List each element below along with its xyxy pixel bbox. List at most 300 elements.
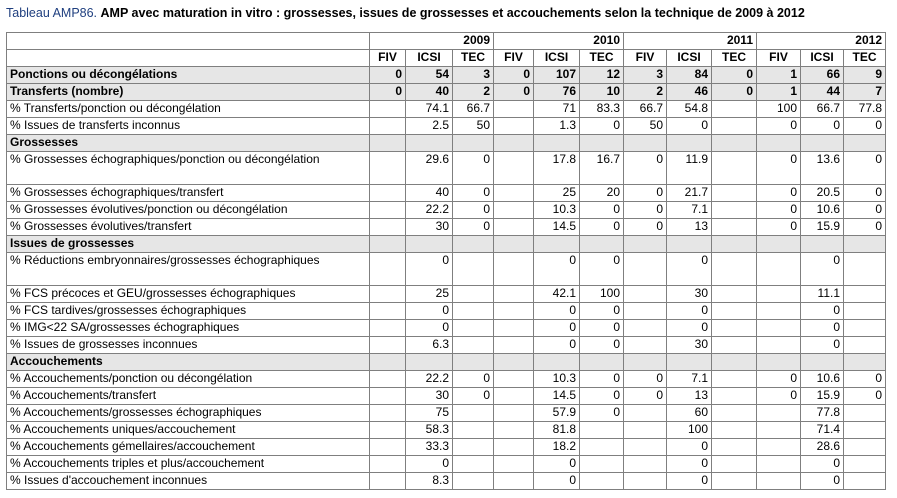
value-cell: 25 xyxy=(406,286,453,303)
value-cell: 0 xyxy=(844,388,886,405)
value-cell: 0 xyxy=(494,84,534,101)
value-cell xyxy=(453,473,494,490)
value-cell: 0 xyxy=(757,388,801,405)
value-cell: 81.8 xyxy=(534,422,580,439)
value-cell: 0 xyxy=(667,303,712,320)
value-cell: 0 xyxy=(844,118,886,135)
value-cell xyxy=(453,337,494,354)
value-cell: 75 xyxy=(406,405,453,422)
value-cell xyxy=(624,253,667,286)
section-empty-cell xyxy=(406,354,453,371)
value-cell: 107 xyxy=(534,67,580,84)
value-cell: 10.3 xyxy=(534,202,580,219)
section-empty-cell xyxy=(757,354,801,371)
value-cell: 0 xyxy=(406,456,453,473)
value-cell: 0 xyxy=(406,320,453,337)
technique-header-fiv: FIV xyxy=(494,50,534,67)
section-empty-cell xyxy=(801,135,844,152)
value-cell: 0 xyxy=(712,67,757,84)
value-cell: 0 xyxy=(453,371,494,388)
value-cell: 0 xyxy=(801,303,844,320)
table-row xyxy=(7,185,886,202)
value-cell: 50 xyxy=(624,118,667,135)
value-cell xyxy=(624,422,667,439)
value-cell: 0 xyxy=(844,152,886,185)
value-cell: 18.2 xyxy=(534,439,580,456)
value-cell xyxy=(624,286,667,303)
value-cell: 0 xyxy=(370,84,406,101)
value-cell xyxy=(453,286,494,303)
technique-header-icsi: ICSI xyxy=(667,50,712,67)
value-cell: 66 xyxy=(801,67,844,84)
value-cell: 0 xyxy=(801,320,844,337)
year-header-row xyxy=(7,33,886,50)
value-cell xyxy=(494,388,534,405)
value-cell: 14.5 xyxy=(534,219,580,236)
value-cell xyxy=(494,473,534,490)
value-cell: 0 xyxy=(667,456,712,473)
table-row xyxy=(7,337,886,354)
row-label: % Issues d'accouchement inconnues xyxy=(7,473,370,490)
value-cell xyxy=(453,439,494,456)
value-cell xyxy=(844,337,886,354)
value-cell: 0 xyxy=(624,388,667,405)
amp-table xyxy=(6,32,886,490)
value-cell xyxy=(370,337,406,354)
value-cell: 83.3 xyxy=(580,101,624,118)
section-empty-cell xyxy=(580,236,624,253)
value-cell xyxy=(494,456,534,473)
row-label: % Accouchements/transfert xyxy=(7,388,370,405)
value-cell xyxy=(370,286,406,303)
row-label: % Grossesses évolutives/ponction ou décongélation xyxy=(7,202,370,219)
section-empty-cell xyxy=(494,354,534,371)
section-empty-cell xyxy=(801,354,844,371)
value-cell: 0 xyxy=(712,84,757,101)
section-empty-cell xyxy=(494,236,534,253)
value-cell: 13 xyxy=(667,388,712,405)
value-cell xyxy=(844,439,886,456)
table-row xyxy=(7,202,886,219)
table-row xyxy=(7,456,886,473)
table-label: Tableau AMP86. xyxy=(6,6,98,20)
year-pad xyxy=(370,33,453,50)
year-pad xyxy=(624,33,712,50)
value-cell xyxy=(370,202,406,219)
table-row xyxy=(7,422,886,439)
value-cell xyxy=(370,388,406,405)
value-cell: 100 xyxy=(667,422,712,439)
value-cell xyxy=(712,337,757,354)
section-empty-cell xyxy=(844,354,886,371)
value-cell: 0 xyxy=(453,202,494,219)
value-cell xyxy=(712,286,757,303)
value-cell xyxy=(370,439,406,456)
year-header-2009: 2009 xyxy=(453,33,494,50)
value-cell xyxy=(494,152,534,185)
value-cell xyxy=(370,473,406,490)
value-cell xyxy=(757,337,801,354)
row-label: % Grossesses échographiques/ponction ou décongélation xyxy=(7,152,370,185)
value-cell: 0 xyxy=(534,320,580,337)
value-cell: 100 xyxy=(757,101,801,118)
value-cell: 0 xyxy=(580,303,624,320)
value-cell xyxy=(370,303,406,320)
section-label: Accouchements xyxy=(7,354,370,371)
value-cell: 71.4 xyxy=(801,422,844,439)
value-cell: 0 xyxy=(534,337,580,354)
value-cell: 0 xyxy=(667,118,712,135)
value-cell: 50 xyxy=(453,118,494,135)
section-empty-cell xyxy=(712,135,757,152)
value-cell: 66.7 xyxy=(801,101,844,118)
row-label: % Accouchements uniques/accouchement xyxy=(7,422,370,439)
value-cell xyxy=(494,303,534,320)
value-cell: 0 xyxy=(453,388,494,405)
value-cell: 7 xyxy=(844,84,886,101)
row-label: % Grossesses évolutives/transfert xyxy=(7,219,370,236)
value-cell xyxy=(370,456,406,473)
value-cell: 2 xyxy=(624,84,667,101)
value-cell: 9 xyxy=(844,67,886,84)
table-row xyxy=(7,67,886,84)
table-caption xyxy=(6,4,805,22)
value-cell xyxy=(494,185,534,202)
value-cell xyxy=(580,422,624,439)
value-cell xyxy=(370,405,406,422)
value-cell xyxy=(370,219,406,236)
value-cell: 40 xyxy=(406,185,453,202)
value-cell: 29.6 xyxy=(406,152,453,185)
table-row xyxy=(7,371,886,388)
table-row xyxy=(7,84,886,101)
value-cell: 3 xyxy=(624,67,667,84)
value-cell: 0 xyxy=(624,202,667,219)
row-label: % Transferts/ponction ou décongélation xyxy=(7,101,370,118)
value-cell xyxy=(494,101,534,118)
value-cell xyxy=(712,185,757,202)
value-cell xyxy=(844,303,886,320)
value-cell xyxy=(757,286,801,303)
row-label: % Grossesses échographiques/transfert xyxy=(7,185,370,202)
value-cell xyxy=(844,320,886,337)
value-cell xyxy=(624,456,667,473)
value-cell xyxy=(844,473,886,490)
section-row xyxy=(7,354,886,371)
value-cell xyxy=(624,337,667,354)
value-cell xyxy=(494,320,534,337)
section-empty-cell xyxy=(580,135,624,152)
technique-header-tec: TEC xyxy=(844,50,886,67)
technique-header-fiv: FIV xyxy=(757,50,801,67)
value-cell xyxy=(370,152,406,185)
value-cell: 0 xyxy=(801,118,844,135)
technique-header-fiv: FIV xyxy=(624,50,667,67)
section-empty-cell xyxy=(624,354,667,371)
table-row xyxy=(7,118,886,135)
value-cell: 0 xyxy=(534,303,580,320)
row-label: % Accouchements/grossesses échographiques xyxy=(7,405,370,422)
section-row xyxy=(7,135,886,152)
value-cell: 76 xyxy=(534,84,580,101)
value-cell xyxy=(494,286,534,303)
value-cell xyxy=(494,422,534,439)
value-cell xyxy=(624,439,667,456)
value-cell: 54.8 xyxy=(667,101,712,118)
value-cell: 66.7 xyxy=(624,101,667,118)
value-cell: 15.9 xyxy=(801,388,844,405)
value-cell xyxy=(712,101,757,118)
section-empty-cell xyxy=(712,354,757,371)
value-cell xyxy=(757,303,801,320)
value-cell xyxy=(712,253,757,286)
value-cell: 0 xyxy=(844,185,886,202)
table-row xyxy=(7,388,886,405)
value-cell: 0 xyxy=(580,388,624,405)
value-cell: 0 xyxy=(406,253,453,286)
value-cell: 0 xyxy=(667,439,712,456)
value-cell: 10.6 xyxy=(801,202,844,219)
value-cell: 0 xyxy=(757,202,801,219)
value-cell xyxy=(757,320,801,337)
table-row xyxy=(7,473,886,490)
value-cell xyxy=(624,473,667,490)
value-cell xyxy=(453,303,494,320)
section-empty-cell xyxy=(534,354,580,371)
value-cell: 66.7 xyxy=(453,101,494,118)
technique-header-fiv: FIV xyxy=(370,50,406,67)
value-cell xyxy=(494,371,534,388)
section-empty-cell xyxy=(406,135,453,152)
value-cell: 74.1 xyxy=(406,101,453,118)
value-cell: 3 xyxy=(453,67,494,84)
value-cell: 7.1 xyxy=(667,371,712,388)
value-cell: 7.1 xyxy=(667,202,712,219)
value-cell xyxy=(453,253,494,286)
value-cell: 0 xyxy=(801,253,844,286)
value-cell xyxy=(370,253,406,286)
value-cell xyxy=(494,118,534,135)
technique-header-tec: TEC xyxy=(580,50,624,67)
value-cell xyxy=(370,118,406,135)
technique-header-icsi: ICSI xyxy=(534,50,580,67)
section-empty-cell xyxy=(757,135,801,152)
value-cell: 0 xyxy=(667,253,712,286)
table-row xyxy=(7,405,886,422)
value-cell: 0 xyxy=(370,67,406,84)
value-cell xyxy=(712,371,757,388)
value-cell: 25 xyxy=(534,185,580,202)
value-cell xyxy=(757,253,801,286)
year-header-2012: 2012 xyxy=(844,33,886,50)
value-cell: 30 xyxy=(667,286,712,303)
section-empty-cell xyxy=(712,236,757,253)
value-cell: 54 xyxy=(406,67,453,84)
value-cell: 0 xyxy=(580,219,624,236)
year-header-2010: 2010 xyxy=(580,33,624,50)
value-cell xyxy=(712,422,757,439)
value-cell xyxy=(624,303,667,320)
value-cell: 11.9 xyxy=(667,152,712,185)
section-label: Grossesses xyxy=(7,135,370,152)
value-cell xyxy=(494,202,534,219)
value-cell xyxy=(757,422,801,439)
value-cell: 0 xyxy=(757,152,801,185)
value-cell: 12 xyxy=(580,67,624,84)
value-cell: 13 xyxy=(667,219,712,236)
value-cell: 22.2 xyxy=(406,371,453,388)
value-cell: 60 xyxy=(667,405,712,422)
value-cell xyxy=(712,473,757,490)
row-label: % Réductions embryonnaires/grossesses échographiques xyxy=(7,253,370,286)
section-empty-cell xyxy=(757,236,801,253)
value-cell xyxy=(494,337,534,354)
value-cell: 0 xyxy=(453,185,494,202)
value-cell xyxy=(624,320,667,337)
section-row xyxy=(7,236,886,253)
section-empty-cell xyxy=(624,135,667,152)
table-row xyxy=(7,152,886,185)
value-cell: 57.9 xyxy=(534,405,580,422)
value-cell: 8.3 xyxy=(406,473,453,490)
section-empty-cell xyxy=(534,236,580,253)
value-cell: 0 xyxy=(580,405,624,422)
value-cell xyxy=(712,320,757,337)
value-cell: 77.8 xyxy=(844,101,886,118)
year-header-2011: 2011 xyxy=(712,33,757,50)
technique-header-tec: TEC xyxy=(453,50,494,67)
value-cell xyxy=(712,303,757,320)
table-row xyxy=(7,101,886,118)
value-cell: 30 xyxy=(406,388,453,405)
technique-header-icsi: ICSI xyxy=(406,50,453,67)
table-row xyxy=(7,253,886,286)
year-pad xyxy=(494,33,580,50)
section-empty-cell xyxy=(370,135,406,152)
value-cell xyxy=(712,439,757,456)
value-cell: 40 xyxy=(406,84,453,101)
section-empty-cell xyxy=(801,236,844,253)
value-cell: 0 xyxy=(844,202,886,219)
value-cell xyxy=(580,473,624,490)
row-label: % Issues de transferts inconnus xyxy=(7,118,370,135)
value-cell: 0 xyxy=(453,219,494,236)
technique-header-row xyxy=(7,50,886,67)
table-body xyxy=(7,33,886,490)
value-cell: 0 xyxy=(801,473,844,490)
row-label: % Accouchements triples et plus/accouchement xyxy=(7,456,370,473)
value-cell xyxy=(494,253,534,286)
table-row xyxy=(7,303,886,320)
value-cell xyxy=(757,405,801,422)
value-cell xyxy=(453,405,494,422)
value-cell xyxy=(494,439,534,456)
row-label: Ponctions ou décongélations xyxy=(7,67,370,84)
value-cell: 33.3 xyxy=(406,439,453,456)
value-cell: 6.3 xyxy=(406,337,453,354)
value-cell: 0 xyxy=(494,67,534,84)
row-label: % FCS tardives/grossesses échographiques xyxy=(7,303,370,320)
value-cell: 21.7 xyxy=(667,185,712,202)
value-cell: 1 xyxy=(757,67,801,84)
value-cell xyxy=(757,439,801,456)
value-cell: 22.2 xyxy=(406,202,453,219)
section-empty-cell xyxy=(370,354,406,371)
section-empty-cell xyxy=(453,135,494,152)
value-cell xyxy=(712,152,757,185)
value-cell: 71 xyxy=(534,101,580,118)
value-cell: 0 xyxy=(580,320,624,337)
value-cell xyxy=(580,439,624,456)
value-cell xyxy=(712,405,757,422)
value-cell: 0 xyxy=(801,456,844,473)
table-row xyxy=(7,286,886,303)
value-cell: 46 xyxy=(667,84,712,101)
value-cell: 1 xyxy=(757,84,801,101)
table-row xyxy=(7,219,886,236)
value-cell xyxy=(580,456,624,473)
value-cell: 28.6 xyxy=(801,439,844,456)
value-cell xyxy=(712,202,757,219)
value-cell: 10.3 xyxy=(534,371,580,388)
value-cell xyxy=(844,253,886,286)
value-cell xyxy=(453,320,494,337)
value-cell: 2 xyxy=(453,84,494,101)
table-row xyxy=(7,320,886,337)
value-cell: 0 xyxy=(624,371,667,388)
value-cell: 42.1 xyxy=(534,286,580,303)
value-cell xyxy=(370,371,406,388)
value-cell: 100 xyxy=(580,286,624,303)
year-pad xyxy=(757,33,844,50)
section-empty-cell xyxy=(624,236,667,253)
value-cell xyxy=(624,405,667,422)
section-empty-cell xyxy=(844,236,886,253)
value-cell: 0 xyxy=(624,152,667,185)
section-empty-cell xyxy=(453,236,494,253)
value-cell: 0 xyxy=(624,185,667,202)
value-cell xyxy=(370,185,406,202)
table-row xyxy=(7,439,886,456)
value-cell: 0 xyxy=(844,371,886,388)
value-cell xyxy=(370,422,406,439)
value-cell: 30 xyxy=(406,219,453,236)
value-cell: 0 xyxy=(844,219,886,236)
value-cell: 20 xyxy=(580,185,624,202)
value-cell: 0 xyxy=(580,371,624,388)
value-cell: 77.8 xyxy=(801,405,844,422)
value-cell xyxy=(757,473,801,490)
value-cell: 17.8 xyxy=(534,152,580,185)
value-cell: 84 xyxy=(667,67,712,84)
section-label: Issues de grossesses xyxy=(7,236,370,253)
value-cell: 10.6 xyxy=(801,371,844,388)
section-empty-cell xyxy=(580,354,624,371)
value-cell: 44 xyxy=(801,84,844,101)
value-cell xyxy=(494,219,534,236)
value-cell: 13.6 xyxy=(801,152,844,185)
value-cell: 1.3 xyxy=(534,118,580,135)
row-label: % Issues de grossesses inconnues xyxy=(7,337,370,354)
value-cell xyxy=(712,118,757,135)
row-label: % IMG<22 SA/grossesses échographiques xyxy=(7,320,370,337)
value-cell: 0 xyxy=(757,118,801,135)
value-cell: 0 xyxy=(406,303,453,320)
value-cell xyxy=(494,405,534,422)
value-cell: 0 xyxy=(580,118,624,135)
value-cell xyxy=(844,286,886,303)
section-empty-cell xyxy=(667,236,712,253)
